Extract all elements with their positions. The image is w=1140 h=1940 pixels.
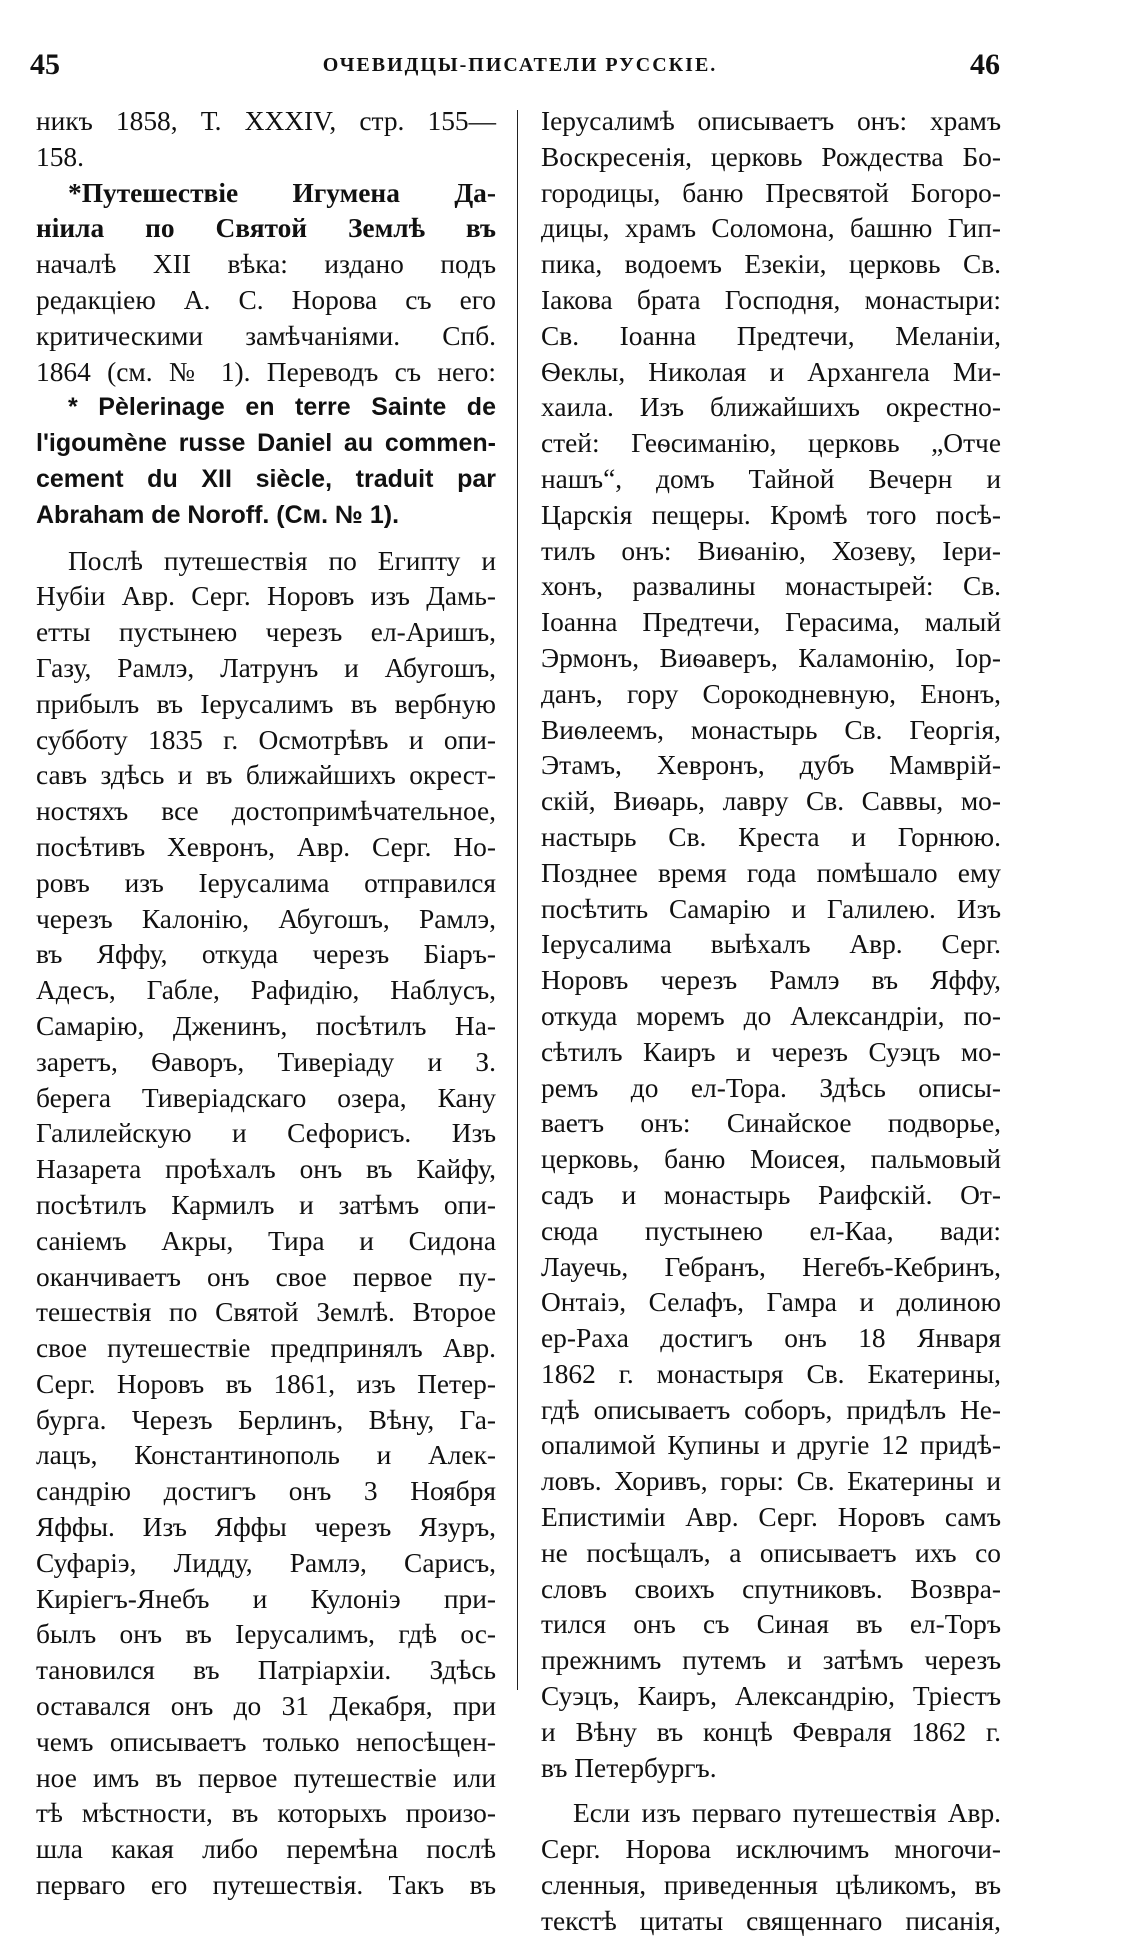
text-line: посѣтивъ Хевронъ, Авр. Серг. Но- xyxy=(36,831,496,862)
text-line: Норовъ черезъ Рамлэ въ Яффу, xyxy=(541,965,1001,996)
text-line: тѣ мѣстности, въ которыхъ произо- xyxy=(36,1798,496,1829)
text-line: текстѣ цитаты священнаго писанія, xyxy=(541,1905,1001,1936)
entry-title-line: ніила по Святой Землѣ въ xyxy=(36,213,496,244)
text-line: посѣтить Самарію и Галилею. Изъ xyxy=(541,893,1001,924)
text-line: критическими замѣчаніями. Спб. xyxy=(36,320,496,351)
text-line: въ Петербургъ. xyxy=(541,1752,717,1783)
french-title-line: * Pèlerinage en terre Sainte de xyxy=(68,393,496,422)
text-line: тешествія по Святой Землѣ. Второе xyxy=(36,1297,496,1328)
text-line: сюда пустынею ел-Каа, вади: xyxy=(541,1215,1001,1246)
text-line: Этамъ, Хевронъ, дубъ Мамврій- xyxy=(541,750,1001,781)
text-line: Нубіи Авр. Серг. Норовъ изъ Дамь- xyxy=(36,581,496,612)
text-line: саніемъ Акры, Тира и Сидона xyxy=(36,1225,496,1256)
text-line: Эрмонъ, Виѳаверъ, Каламонію, Іор- xyxy=(541,642,1001,673)
text-line: прибылъ въ Іерусалимъ въ вербную xyxy=(36,688,496,719)
french-title-line: cement du XII siècle, traduit par xyxy=(36,464,496,493)
text-line: началѣ XII вѣка: издано подъ xyxy=(36,249,496,280)
text-line: сленныя, приведенныя цѣликомъ, въ xyxy=(541,1870,1001,1901)
text-line: Суэцъ, Каиръ, Александрію, Тріестъ xyxy=(541,1681,1001,1712)
text-line: чемъ описываетъ только непосѣщен- xyxy=(36,1726,496,1757)
text-line: тился онъ съ Синая въ ел-Торъ xyxy=(541,1609,1001,1640)
page-number-right: 46 xyxy=(970,48,1000,81)
text-line: шла какая либо перемѣна послѣ xyxy=(36,1834,496,1865)
text-line: оканчиваетъ онъ свое первое пу- xyxy=(36,1261,496,1292)
text-line: Позднее время года помѣшало ему xyxy=(541,857,1001,888)
text-line: посѣтилъ Кармилъ и затѣмъ опи- xyxy=(36,1189,496,1220)
text-line: городицы, баню Пресвятой Богоро- xyxy=(541,177,1001,208)
text-line: тилъ онъ: Виѳанію, Хозеву, Іери- xyxy=(541,535,1001,566)
text-line: Епистиміи Авр. Серг. Норовъ самъ xyxy=(541,1502,1001,1533)
text-line: словъ своихъ спутниковъ. Возвра- xyxy=(541,1573,1001,1604)
text-line: опалимой Купины и другіе 12 придѣ- xyxy=(541,1430,1001,1461)
text-line: субботу 1835 г. Осмотрѣвъ и опи- xyxy=(36,724,496,755)
text-line: Іоанна Предтечи, Герасима, малый xyxy=(541,607,1001,638)
text-line: лацъ, Константинополь и Алек- xyxy=(36,1440,496,1471)
text-line: откуда моремъ до Александріи, по- xyxy=(541,1000,1001,1031)
text-line: оставался онъ до 31 Декабря, при xyxy=(36,1691,496,1722)
text-line: ваетъ онъ: Синайское подворье, xyxy=(541,1108,1001,1139)
text-line: былъ онъ въ Іерусалимъ, гдѣ ос- xyxy=(36,1619,496,1650)
text-line: ностяхъ все достопримѣчательное, xyxy=(36,796,496,827)
text-line: прежнимъ путемъ и затѣмъ черезъ xyxy=(541,1645,1001,1676)
text-line: сандрію достигъ онъ 3 Ноября xyxy=(36,1476,496,1507)
text-line: Виѳлеемъ, монастырь Св. Георгія, xyxy=(541,714,1001,745)
text-line: сѣтилъ Каиръ и черезъ Суэцъ мо- xyxy=(541,1036,1001,1067)
text-line: савъ здѣсь и въ ближайшихъ окрест- xyxy=(36,760,496,791)
text-line: и Вѣну въ концѣ Февраля 1862 г. xyxy=(541,1716,1001,1747)
text-line: садъ и монастырь Раифскій. От- xyxy=(541,1179,1001,1210)
running-title: ОЧЕВИДЦЫ-ПИСАТЕЛИ РУССКІЕ. xyxy=(322,54,718,76)
text-line: Адесъ, Габле, Рафидію, Наблусъ, xyxy=(36,975,496,1006)
text-line: заретъ, Ѳаворъ, Тиверіаду и З. xyxy=(36,1046,496,1077)
text-line: Іерусалима выѣхалъ Авр. Серг. xyxy=(541,929,1001,960)
text-line: свое путешествіе предпринялъ Авр. xyxy=(36,1333,496,1364)
text-line: Ѳеклы, Николая и Архангела Ми- xyxy=(541,356,1001,387)
text-line: гдѣ описываетъ соборъ, придѣлъ Не- xyxy=(541,1394,1001,1425)
column-divider xyxy=(517,110,518,1690)
text-line: бурга. Черезъ Берлинъ, Вѣну, Га- xyxy=(36,1404,496,1435)
text-line: Суфаріэ, Лидду, Рамлэ, Сарисъ, xyxy=(36,1547,496,1578)
text-line: Газу, Рамлэ, Латрунъ и Абугошъ, xyxy=(36,652,496,683)
text-line: настырь Св. Креста и Горнюю. xyxy=(541,821,1001,852)
text-line: Киріегъ-Янебъ и Кулоніэ при- xyxy=(36,1583,496,1614)
text-line: скій, Виѳарь, лавру Св. Саввы, мо- xyxy=(541,786,1001,817)
text-line: 158. xyxy=(36,141,84,172)
text-line: данъ, гору Сорокодневную, Енонъ, xyxy=(541,678,1001,709)
entry-title-line: *Путешествіе Игумена Да- xyxy=(68,177,496,208)
text-line: ер-Раха достигъ онъ 18 Января xyxy=(541,1323,1001,1354)
left-column xyxy=(36,104,496,1901)
text-line: редакціею А. С. Норова съ его xyxy=(36,284,496,315)
french-title-line: l'igoumène russe Daniel au commen- xyxy=(36,429,496,458)
text-line: перваго его путешествія. Такъ въ xyxy=(36,1870,496,1901)
text-line: берега Тиверіадскаго озера, Кану xyxy=(36,1082,496,1113)
text-line: Галилейскую и Сефорисъ. Изъ xyxy=(36,1118,496,1149)
text-line: Яффы. Изъ Яффы черезъ Язуръ, xyxy=(36,1512,496,1543)
text-line: Царскія пещеры. Кромѣ того посѣ- xyxy=(541,499,1001,530)
french-title-line: Abraham de Noroff. (См. № 1). xyxy=(36,500,400,529)
text-line: хаила. Изъ ближайшихъ окрестно- xyxy=(541,392,1001,423)
text-line: церковь, баню Моисея, пальмовый xyxy=(541,1144,1001,1175)
text-line: ремъ до ел-Тора. Здѣсь описы- xyxy=(541,1072,1001,1103)
text-line: никъ 1858, Т. XXXIV, стр. 155— xyxy=(36,106,496,136)
text-line: Серг. Норова исключимъ многочи- xyxy=(541,1834,1001,1865)
text-line: въ Яффу, откуда черезъ Біаръ- xyxy=(36,939,496,970)
text-line: 1864 (см. № 1). Переводъ съ него: xyxy=(36,356,496,387)
text-line: Послѣ путешествія по Египту и xyxy=(68,545,496,576)
text-line: Серг. Норовъ въ 1861, изъ Петер- xyxy=(36,1368,496,1399)
text-line: ное имъ въ первое путешествіе или xyxy=(36,1762,496,1793)
text-line: Св. Іоанна Предтечи, Меланіи, xyxy=(541,320,1001,351)
text-line: Іакова брата Господня, монастыри: xyxy=(541,284,1001,315)
text-line: не посѣщалъ, а описываетъ ихъ со xyxy=(541,1537,1001,1568)
text-line: дицы, храмъ Соломона, башню Гип- xyxy=(541,213,1001,244)
text-line: 1862 г. монастыря Св. Екатерины, xyxy=(541,1358,1001,1389)
text-line: черезъ Калонію, Абугошъ, Рамлэ, xyxy=(36,903,496,934)
page-number-left: 45 xyxy=(30,48,60,81)
text-line: пика, водоемъ Езекіи, церковь Св. xyxy=(541,249,1001,280)
text-line: Самарію, Дженинъ, посѣтилъ На- xyxy=(36,1010,496,1041)
text-line: Іерусалимѣ описываетъ онъ: храмъ xyxy=(541,106,1001,136)
text-line: етты пустынею черезъ ел-Аришъ, xyxy=(36,617,496,648)
page-header xyxy=(30,48,1010,88)
text-line: ловъ. Хоривъ, горы: Св. Екатерины и xyxy=(541,1466,1001,1497)
text-line: Если изъ перваго путешествія Авр. xyxy=(573,1798,1001,1829)
text-line: тановился въ Патріархіи. Здѣсь xyxy=(36,1655,496,1686)
text-line: стей: Геѳсиманію, церковь „Отче xyxy=(541,428,1001,459)
text-line: Онтаіэ, Селафъ, Гамра и долиною xyxy=(541,1287,1001,1318)
text-line: Назарета проѣхалъ онъ въ Кайфу, xyxy=(36,1154,496,1185)
text-line: нашъ“, домъ Тайной Вечерн и xyxy=(541,463,1001,494)
text-line: Воскресенія, церковь Рождества Бо- xyxy=(541,141,1001,172)
text-line: Лауечь, Гебранъ, Негебъ-Кебринъ, xyxy=(541,1251,1001,1282)
text-line: хонъ, развалины монастырей: Св. xyxy=(541,571,1001,602)
right-column xyxy=(541,104,1001,1936)
text-line: ровъ изъ Іерусалима отправился xyxy=(36,867,496,898)
